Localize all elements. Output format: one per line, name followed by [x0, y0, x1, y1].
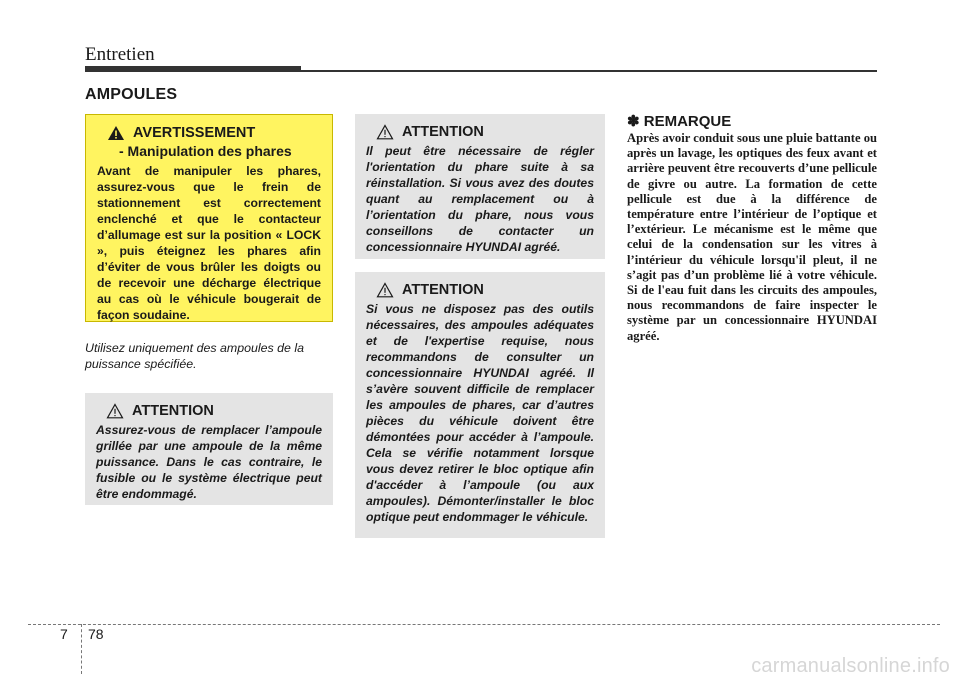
attention-text-2: Il peut être nécessaire de régler l'orientation du phare suite à sa réinstallation. Si vous avez des doutes quant au remplacement ou à l’orientation du phare, nous vous conseillons de contacter un concessionnaire HYUNDAI agréé.	[366, 144, 594, 254]
caution-triangle-icon	[376, 124, 394, 140]
warning-box	[85, 114, 333, 322]
page-header-title: Entretien	[85, 44, 155, 65]
attention-title-3: ATTENTION	[402, 282, 484, 298]
warning-subtitle: - Manipulation des phares	[119, 143, 292, 159]
attention-title-2: ATTENTION	[402, 124, 484, 140]
section-title: AMPOULES	[85, 86, 178, 103]
chapter-number: 7	[60, 626, 68, 642]
remark-text: Après avoir conduit sous une pluie battante ou après un lavage, les optiques des feux avant et arrière peuvent être recouverts d’une pellicule de givre ou autre. La formation de cette pellicule est due à la différence de température entre l’intérieur de l’optique et l’extérieur. Le mécanisme est le même que celui de la condensation sur les vitres à l’intérieur du véhicule lorsqu'il pleut, il ne s’agit pas d’un problème lié à votre véhicule. Si de l'eau fuit dans les circuits des ampoules, nous recommandons de faire inspecter le système par un concessionnaire HYUNDAI agréé.	[627, 131, 877, 343]
caution-triangle-icon	[376, 282, 394, 298]
attention-box-3	[355, 272, 605, 538]
bulb-note: Utilisez uniquement des ampoules de la puissance spécifiée.	[85, 341, 305, 371]
warning-heading	[107, 125, 321, 141]
warning-text: Avant de manipuler les phares, assurez-vous que le frein de stationnement est correctement enclenché et que le contacteur d’allumage est sur la position « LOCK », puis éteignez les phares afin d’éviter de vous brûler les doigts ou de recevoir une décharge électrique au cas où le véhicule bougerait de façon soudaine.	[97, 164, 321, 322]
warning-title: AVERTISSEMENT	[133, 125, 256, 141]
attention-box-2	[355, 114, 605, 259]
page-number: 78	[88, 626, 104, 642]
header-rule	[301, 70, 877, 72]
footer-rule	[28, 624, 940, 625]
attention-heading-1	[106, 403, 322, 419]
attention-text-3: Si vous ne disposez pas des outils nécessaires, des ampoules adéquates et de l'expertise requise, nous recommandons de consulter un concessionnaire HYUNDAI agréé. Il s’avère souvent difficile de remplacer les ampoules de phares, car d’autres pièces du véhicule doivent être démontées pour accéder à l’ampoule. Cela se vérifie notamment lorsque vous devez retirer le bloc optique afin d'accéder à l’ampoule (ou aux ampoules). Démonter/installer le bloc optique peut endommager le véhicule.	[366, 302, 594, 524]
watermark: carmanualsonline.info	[751, 655, 950, 677]
attention-heading-3	[376, 282, 594, 298]
header-bar	[85, 66, 301, 72]
warning-triangle-icon	[107, 125, 125, 141]
attention-heading-2	[376, 124, 594, 140]
attention-box-1	[85, 393, 333, 505]
remark-title: ✽ REMARQUE	[627, 113, 732, 130]
footer-divider	[81, 624, 82, 674]
caution-triangle-icon	[106, 403, 124, 419]
attention-title-1: ATTENTION	[132, 403, 214, 419]
attention-text-1: Assurez-vous de remplacer l’ampoule grillée par une ampoule de la même puissance. Dans le cas contraire, le fusible ou le système électrique peut être endommagé.	[96, 423, 322, 501]
